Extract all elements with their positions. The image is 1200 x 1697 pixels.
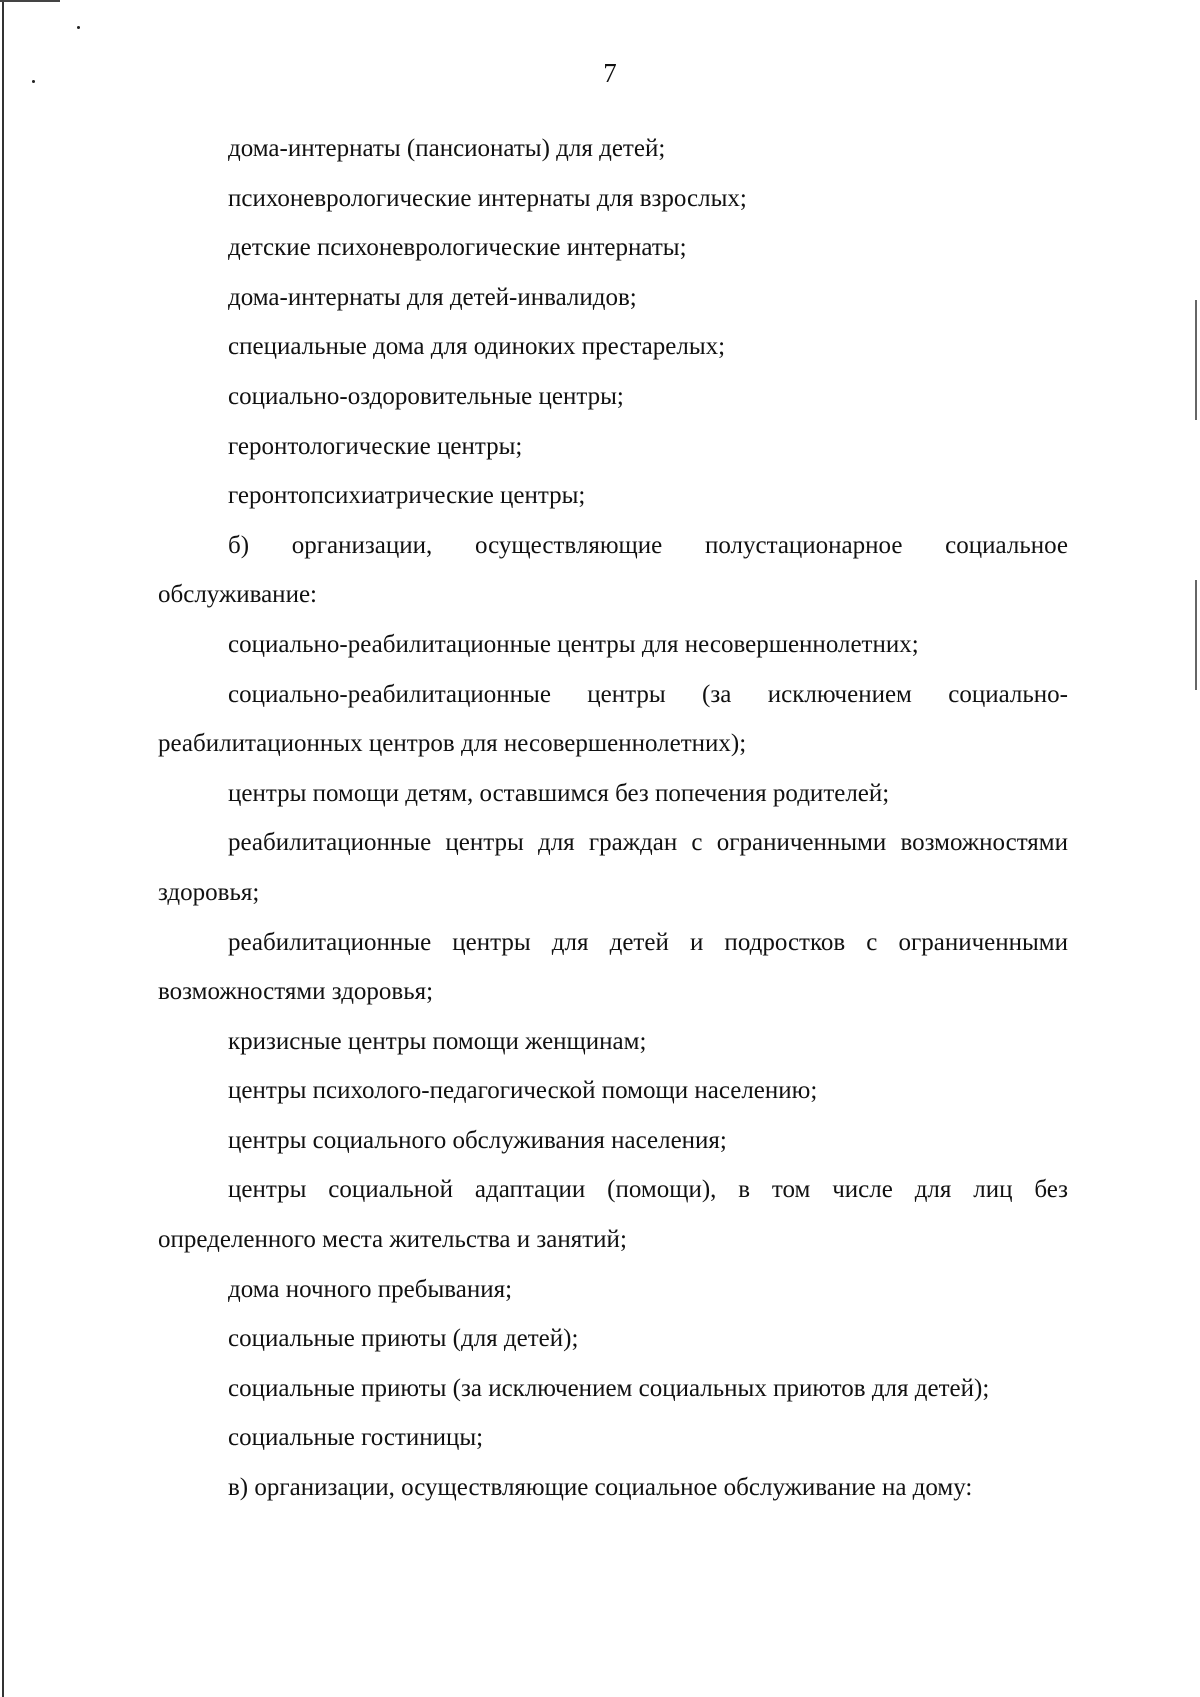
list-item: дома ночного пребывания;	[228, 1275, 513, 1303]
list-item: социальные приюты (за исключением социальных приютов для детей);	[228, 1374, 990, 1402]
list-item: геронтопсихиатрические центры;	[228, 482, 586, 510]
list-item: социальные гостиницы;	[228, 1424, 484, 1452]
list-item: социально-реабилитационные центры (за исключением социально-реабилитационных центров для несовершеннолетних);	[158, 680, 1068, 758]
list-item: центры психолого-педагогической помощи населению;	[228, 1077, 818, 1105]
list-item: детские психоневрологические интернаты;	[228, 234, 687, 262]
scan-edge-right-upper	[1195, 300, 1197, 420]
scan-edge-left	[2, 0, 4, 1697]
list-item: дома-интернаты для детей-инвалидов;	[228, 283, 637, 311]
section-heading-b: б) организации, осуществляющие полустационарное социальное обслуживание:	[158, 531, 1068, 609]
list-item: социально-оздоровительные центры;	[228, 382, 624, 410]
scan-speck	[77, 26, 80, 29]
list-item: специальные дома для одиноких престарелых;	[228, 333, 726, 361]
document-body	[158, 124, 1068, 1513]
list-item: центры социальной адаптации (помощи), в том числе для лиц без определенного места жительства и занятий;	[158, 1176, 1068, 1254]
list-item: социально-реабилитационные центры для несовершеннолетних;	[228, 630, 919, 658]
list-item: кризисные центры помощи женщинам;	[228, 1027, 647, 1055]
list-item: центры социального обслуживания населения;	[228, 1126, 727, 1154]
list-item: дома-интернаты (пансионаты) для детей;	[228, 135, 666, 162]
section-heading-v: в) организации, осуществляющие социальное обслуживание на дому:	[228, 1474, 973, 1502]
list-item: реабилитационные центры для граждан с ограниченными возможностями здоровья;	[158, 829, 1068, 906]
list-item: реабилитационные центры для детей и подростков с ограниченными возможностями здоровья;	[158, 928, 1068, 1006]
list-item: центры помощи детям, оставшимся без попечения родителей;	[228, 779, 890, 807]
scan-edge-right-lower	[1195, 580, 1197, 690]
list-item: социальные приюты (для детей);	[228, 1325, 579, 1353]
page-number: 7	[603, 58, 617, 88]
list-item: психоневрологические интернаты для взрослых;	[228, 184, 747, 212]
scan-edge-top	[0, 0, 60, 2]
list-item: геронтологические центры;	[228, 432, 523, 460]
